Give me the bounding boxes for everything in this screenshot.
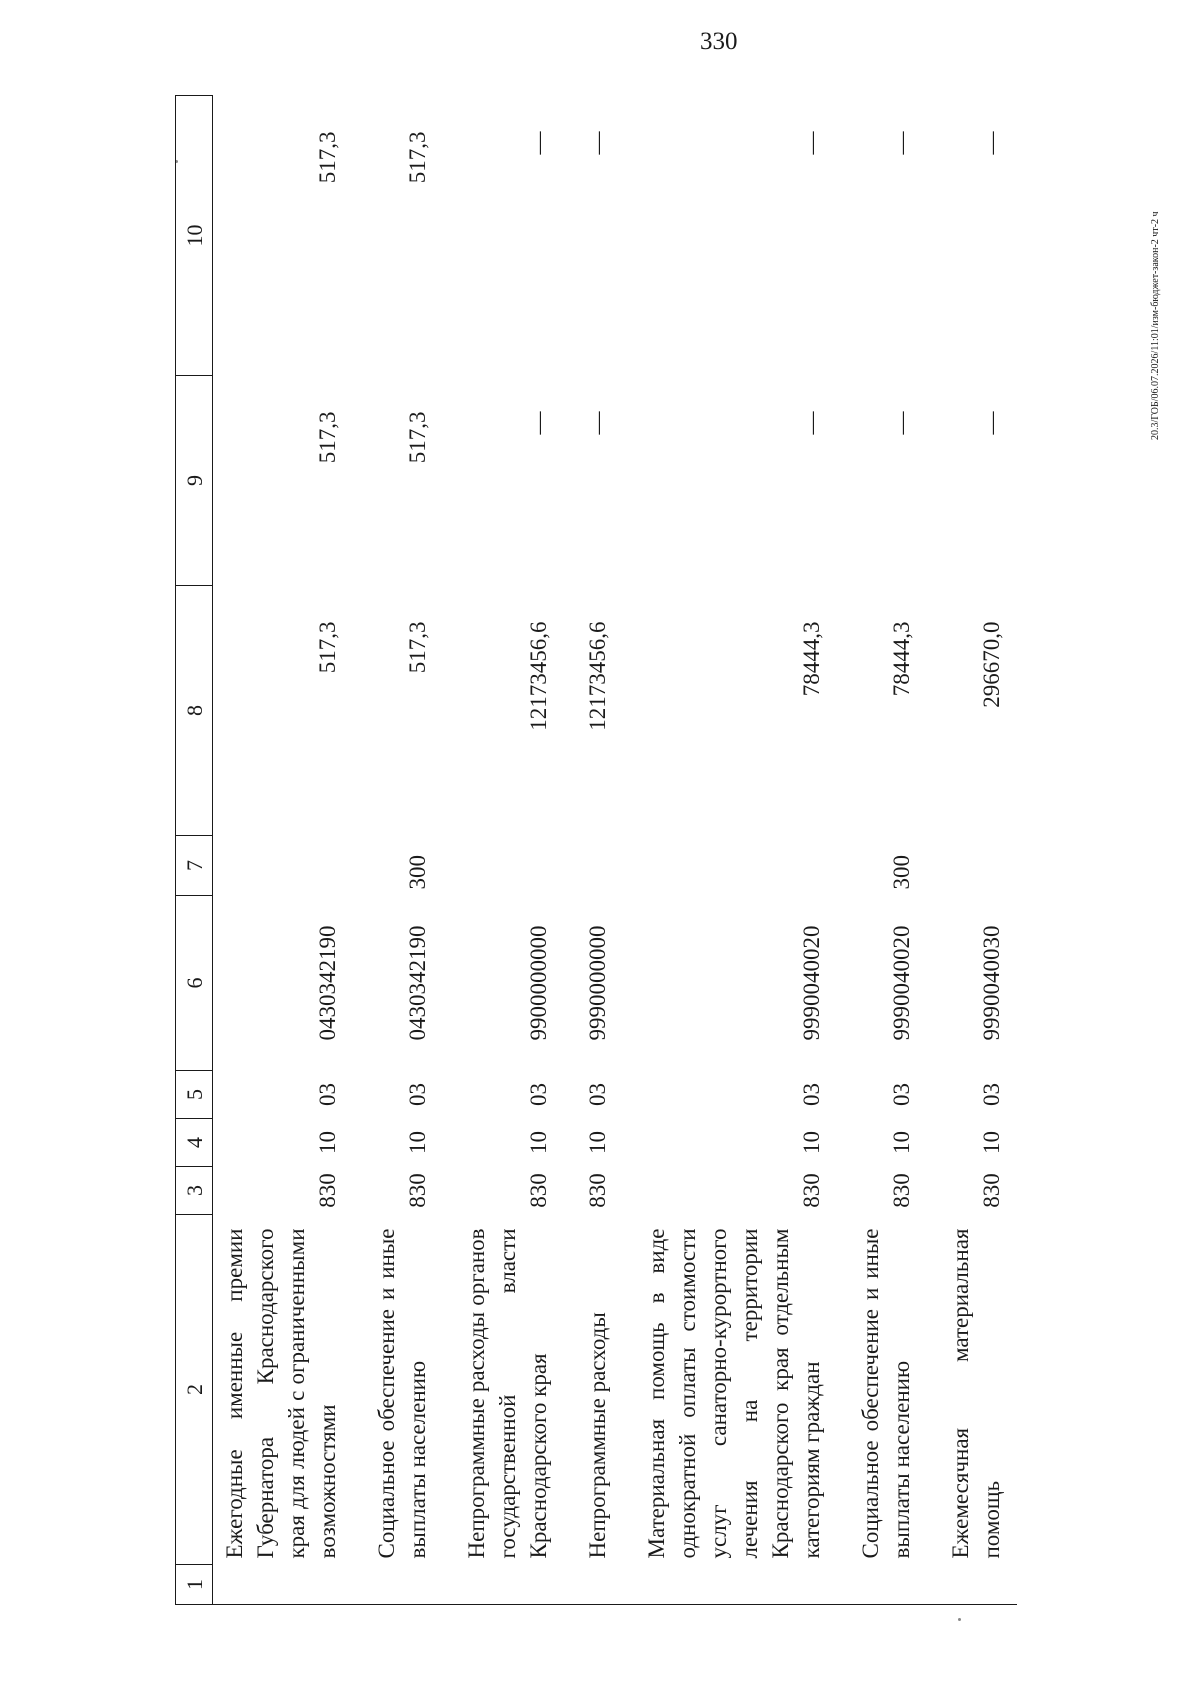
subsection-code: 03 <box>405 1083 430 1106</box>
subsection-code: 03 <box>889 1083 914 1106</box>
amount-col-9: — <box>799 411 824 435</box>
amount-col-9: — <box>526 411 551 435</box>
row-number-cell <box>582 1565 623 1605</box>
table-row <box>213 96 354 1605</box>
amount-total: 12173456,6 <box>585 621 610 731</box>
subsection-code: 03 <box>526 1083 551 1106</box>
expense-name: Ежегодные именные премии Губернатора Краснодарского края для людей с ограниченными возможностями <box>222 1228 340 1559</box>
amount-total: 78444,3 <box>889 621 914 697</box>
budget-table <box>175 95 1017 1605</box>
section-code: 10 <box>405 1131 430 1154</box>
column-header: 7 <box>176 836 213 896</box>
amount-col-9: 517,3 <box>315 411 340 464</box>
amount-col-10: 517,3 <box>315 131 340 184</box>
ministry-code: 830 <box>526 1173 551 1208</box>
expense-type-code: 300 <box>889 855 914 890</box>
column-header: 4 <box>176 1119 213 1167</box>
row-number-cell <box>461 1565 564 1605</box>
table-row <box>945 96 1017 1605</box>
table-row <box>371 96 443 1605</box>
ministry-code: 830 <box>889 1173 914 1208</box>
table-row <box>461 96 564 1605</box>
amount-col-10: 517,3 <box>405 131 430 184</box>
section-code: 10 <box>585 1131 610 1154</box>
column-header: 6 <box>176 896 213 1071</box>
amount-col-9: — <box>585 411 610 435</box>
target-article-code: 9990040030 <box>979 925 1004 1041</box>
ministry-code: 830 <box>315 1173 340 1208</box>
amount-col-10: — <box>799 131 824 155</box>
column-header: 5 <box>176 1071 213 1119</box>
target-article-code: 9990040020 <box>799 925 824 1041</box>
column-header: 3 <box>176 1167 213 1215</box>
row-number-cell <box>213 1565 354 1605</box>
target-article-code: 9990000000 <box>585 925 610 1041</box>
table-row <box>641 96 837 1605</box>
expense-name: Непрограммные расходы органов государственной власти Краснодарского края <box>464 1228 551 1559</box>
subsection-code: 03 <box>979 1083 1004 1106</box>
amount-total: 517,3 <box>315 621 340 674</box>
amount-total: 517,3 <box>405 621 430 674</box>
amount-total: 12173456,6 <box>526 621 551 731</box>
expense-name: Непрограммные расходы <box>585 1312 610 1559</box>
column-header: 2 <box>176 1215 213 1565</box>
subsection-code: 03 <box>315 1083 340 1106</box>
expense-type-code <box>213 836 354 896</box>
expense-type-code: 300 <box>405 855 430 890</box>
amount-total: 78444,3 <box>799 621 824 697</box>
document-footer-stamp: 20.3/ГОБ/06.07.2026/11:01/изм-бюджет-закон-2 чт-2 ч <box>1150 211 1161 440</box>
expense-name: Ежемесячная материальная помощь <box>948 1228 1004 1559</box>
row-number-cell <box>641 1565 837 1605</box>
target-article-code: 0430342190 <box>405 925 430 1041</box>
subsection-code: 03 <box>585 1083 610 1106</box>
expense-type-code <box>582 836 623 896</box>
amount-total: 296670,0 <box>979 621 1004 708</box>
column-header: 8 <box>176 586 213 836</box>
column-header: 1 <box>176 1565 213 1605</box>
column-header: 10 <box>176 96 213 376</box>
table-row <box>855 96 927 1605</box>
expense-type-code <box>945 836 1017 896</box>
expense-name: Социальное обеспечение и иные выплаты населению <box>374 1228 430 1559</box>
expense-name: Социальное обеспечение и иные выплаты населению <box>858 1228 914 1559</box>
scan-speck <box>958 1618 961 1621</box>
ministry-code: 830 <box>585 1173 610 1208</box>
amount-col-10: — <box>889 131 914 155</box>
subsection-code: 03 <box>799 1083 824 1106</box>
section-code: 10 <box>526 1131 551 1154</box>
amount-col-10: — <box>526 131 551 155</box>
amount-col-9: — <box>889 411 914 435</box>
page-number: 330 <box>700 28 738 55</box>
section-code: 10 <box>315 1131 340 1154</box>
section-code: 10 <box>799 1131 824 1154</box>
amount-col-9: 517,3 <box>405 411 430 464</box>
table-header-row <box>176 96 213 1605</box>
amount-col-10: — <box>585 131 610 155</box>
row-number-cell <box>371 1565 443 1605</box>
section-code: 10 <box>889 1131 914 1154</box>
target-article-code: 9900000000 <box>526 925 551 1041</box>
row-number-cell <box>945 1565 1017 1605</box>
section-code: 10 <box>979 1131 1004 1154</box>
ministry-code: 830 <box>979 1173 1004 1208</box>
expense-type-code <box>641 836 837 896</box>
target-article-code: 0430342190 <box>315 925 340 1041</box>
ministry-code: 830 <box>799 1173 824 1208</box>
amount-col-9: — <box>979 411 1004 435</box>
expense-name: Материальная помощь в виде однократной оплаты стоимости услуг санаторно-курортного лечения на территории Краснодарского края отдельным категориям граждан <box>644 1228 824 1559</box>
budget-table-rotated <box>175 95 1055 1605</box>
ministry-code: 830 <box>405 1173 430 1208</box>
row-number-cell <box>855 1565 927 1605</box>
column-header: 9 <box>176 376 213 586</box>
table-row <box>582 96 623 1605</box>
amount-col-10: — <box>979 131 1004 155</box>
target-article-code: 9990040020 <box>889 925 914 1041</box>
expense-type-code <box>461 836 564 896</box>
